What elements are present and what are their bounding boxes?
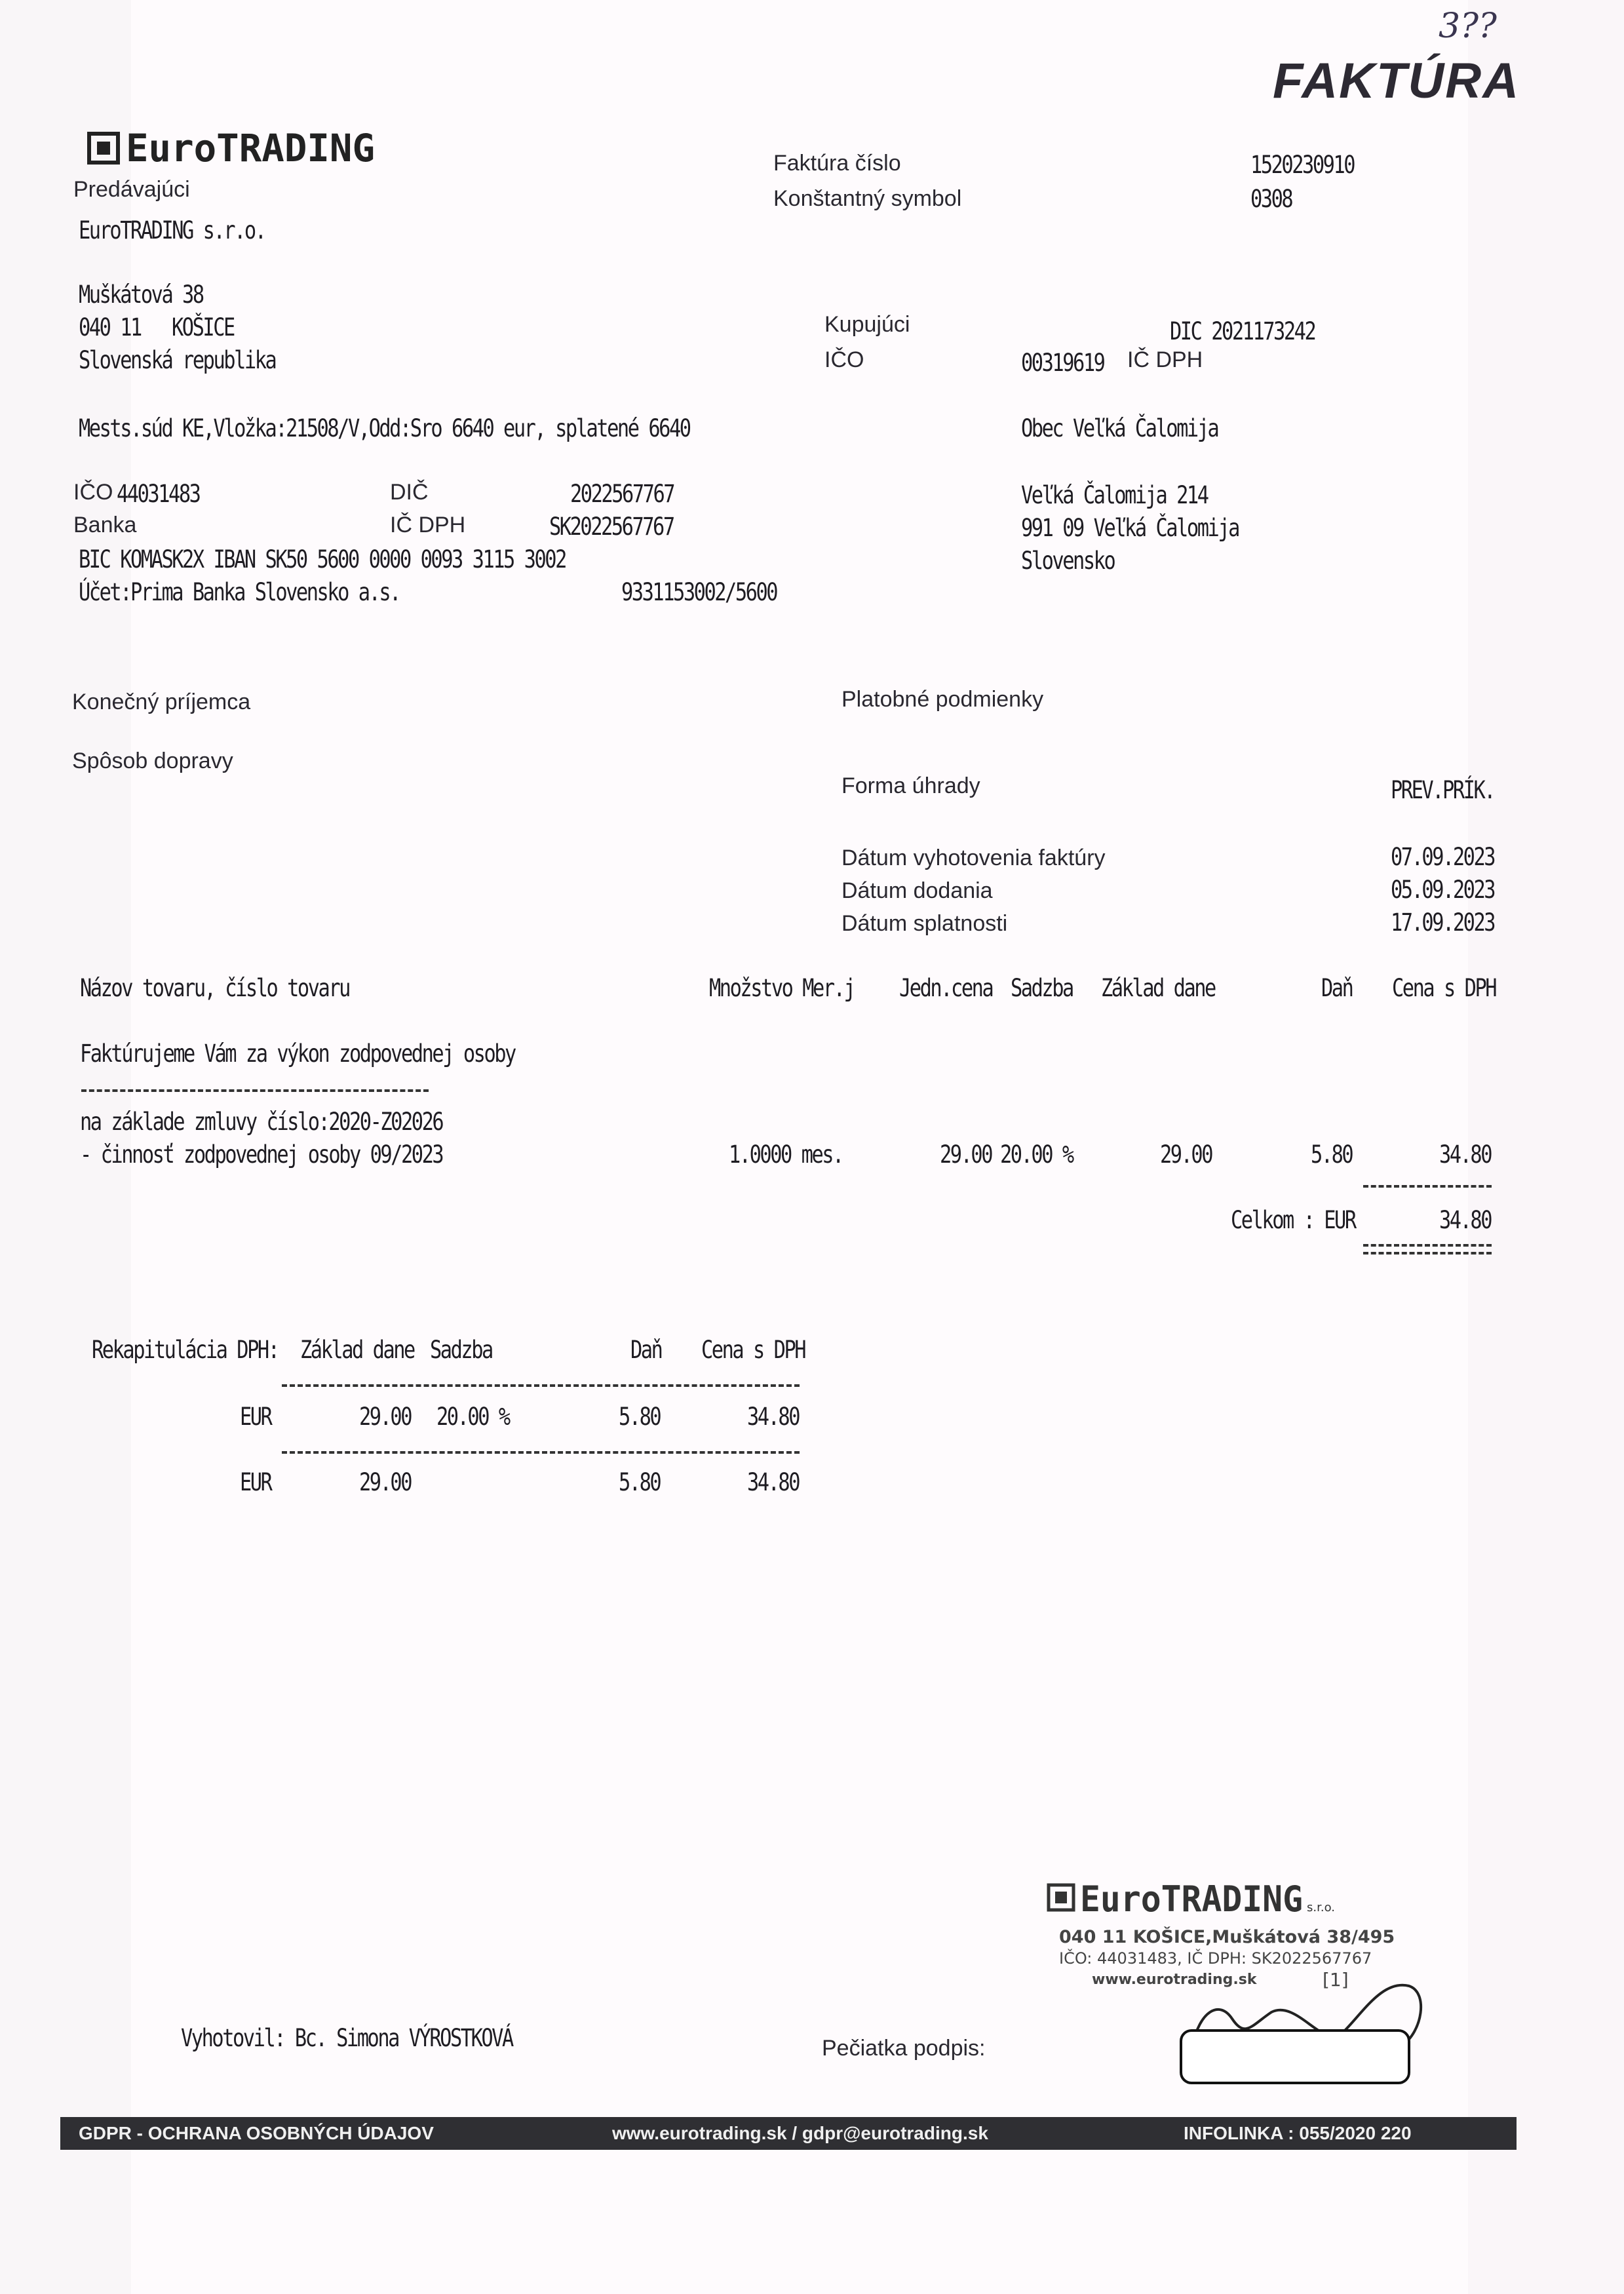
col-header-base: Základ dane — [1101, 974, 1215, 1002]
vat-row-1-total: 34.80 — [747, 1403, 800, 1431]
signature-redaction-box — [1180, 2029, 1410, 2084]
payment-terms-label: Platobné podmienky — [841, 687, 1044, 712]
footer-web: www.eurotrading.sk / gdpr@eurotrading.sk — [612, 2123, 988, 2143]
vat-row-1-rate: 20.00 % — [436, 1403, 509, 1431]
buyer-country: Slovensko — [1021, 547, 1115, 575]
item-total: 34.80 — [1439, 1140, 1492, 1169]
supplier-city: KOŠICE — [172, 313, 234, 341]
constant-symbol: 0308 — [1250, 185, 1292, 213]
total-label: Celkom : EUR — [1231, 1206, 1355, 1234]
invoice-number: 1520230910 — [1250, 151, 1355, 179]
final-recipient-label: Konečný príjemca — [72, 690, 251, 714]
supplier-zip: 040 11 — [79, 313, 141, 341]
supplier-bic-iban: BIC KOMASK2X IBAN SK50 5600 0000 0093 3115 3002 — [79, 545, 566, 574]
vat-row-1-currency: EUR — [240, 1403, 271, 1431]
footer-gdpr: GDPR - OCHRANA OSOBNÝCH ÚDAJOV — [79, 2123, 434, 2143]
item-rate: 20.00 % — [1000, 1140, 1073, 1169]
vat-row-1-tax: 5.80 — [619, 1403, 661, 1431]
vat-row-2-tax: 5.80 — [619, 1468, 661, 1496]
supplier-street: Muškátová 38 — [79, 281, 203, 309]
col-header-unit-price: Jedn.cena — [899, 974, 993, 1002]
supplier-account-number: 9331153002/5600 — [621, 578, 777, 606]
issue-date: 07.09.2023 — [1391, 843, 1495, 871]
buyer-dic: DIC 2021173242 — [1170, 317, 1315, 345]
vat-recap-label: Rekapitulácia DPH: — [92, 1336, 279, 1364]
item-unit-price: 29.00 — [940, 1140, 992, 1169]
stamp-logo-suffix: s.r.o. — [1307, 1901, 1335, 1915]
supplier-dic-label: DIČ — [390, 480, 429, 505]
supplier-label: Predávajúci — [73, 177, 190, 202]
vat-row-2-base: 29.00 — [359, 1468, 412, 1496]
supplier-name: EuroTRADING s.r.o. — [79, 216, 265, 244]
transport-label: Spôsob dopravy — [72, 748, 233, 773]
company-logo — [85, 125, 387, 170]
vat-recap-separator-1 — [282, 1384, 800, 1387]
supplier-ico-label: IČO — [73, 480, 113, 505]
supplier-bank-label: Banka — [73, 513, 137, 537]
item-text-line3: - činnosť zodpovednej osoby 09/2023 — [80, 1140, 443, 1169]
supplier-icdph-label: IČ DPH — [390, 513, 466, 537]
supplier-icdph: SK2022567767 — [549, 513, 674, 541]
item-text-line2: na základe zmluvy číslo:2020-Z02026 — [80, 1108, 443, 1136]
vat-recap-header-rate: Sadzba — [430, 1336, 492, 1364]
vat-recap-header-tax: Daň — [630, 1336, 662, 1364]
issued-by: Vyhotovil: Bc. Simona VÝROSTKOVÁ — [181, 2024, 512, 2052]
vat-row-1-base: 29.00 — [359, 1403, 412, 1431]
stamp-logo-text: EuroTRADING — [1080, 1878, 1303, 1920]
issue-date-label: Dátum vyhotovenia faktúry — [841, 846, 1106, 870]
buyer-ico-label: IČO — [824, 347, 864, 372]
total-separator — [1363, 1185, 1492, 1188]
footer-infoline: INFOLINKA : 055/2020 220 — [1184, 2123, 1412, 2143]
payment-form-label: Forma úhrady — [841, 773, 980, 798]
stamp-address: 040 11 KOŠICE,Muškátová 38/495 — [1059, 1927, 1395, 1947]
buyer-icdph-label: IČ DPH — [1127, 347, 1203, 372]
payment-form: PREV.PRÍK. — [1391, 776, 1495, 804]
vat-row-2-currency: EUR — [240, 1468, 271, 1496]
scan-shadow-right — [1468, 0, 1624, 2294]
item-base: 29.00 — [1160, 1140, 1212, 1169]
logo-mark-icon — [85, 125, 387, 170]
logo-text: EuroTRADING — [126, 126, 375, 170]
supplier-country: Slovenská republika — [79, 346, 276, 374]
total-value: 34.80 — [1439, 1206, 1492, 1234]
col-header-qty: Množstvo Mer.j — [709, 974, 855, 1002]
supplier-ico: 44031483 — [117, 480, 200, 508]
constant-symbol-label: Konštantný symbol — [773, 186, 962, 211]
total-double-line-top — [1363, 1244, 1492, 1247]
buyer-city: 991 09 Veľká Čalomija — [1021, 514, 1239, 542]
supplier-dic: 2022567767 — [570, 480, 674, 508]
item-qty: 1.0000 mes. — [729, 1140, 843, 1169]
signature-label: Pečiatka podpis: — [822, 2036, 986, 2061]
supplier-register: Mests.súd KE,Vložka:21508/V,Odd:Sro 6640 eur, splatené 6640 — [79, 414, 690, 442]
stamp-mark: [1] — [1323, 1969, 1349, 1991]
vat-recap-header-total: Cena s DPH — [701, 1336, 805, 1364]
col-header-rate: Sadzba — [1011, 974, 1073, 1002]
stamp-ids: IČO: 44031483, IČ DPH: SK2022567767 — [1059, 1949, 1372, 1968]
total-double-line-bottom — [1363, 1252, 1492, 1254]
handwritten-page-number: 3?? — [1439, 7, 1497, 46]
buyer-name: Obec Veľká Čalomija — [1021, 414, 1218, 442]
due-date: 17.09.2023 — [1391, 908, 1495, 937]
col-header-total: Cena s DPH — [1392, 974, 1496, 1002]
due-date-label: Dátum splatnosti — [841, 911, 1008, 936]
supplier-account: Účet:Prima Banka Slovensko a.s. — [79, 578, 400, 606]
vat-row-2-total: 34.80 — [747, 1468, 800, 1496]
vat-recap-header-base: Základ dane — [300, 1336, 414, 1364]
stamp-logo-icon — [1046, 1876, 1347, 1922]
item-separator — [81, 1089, 429, 1092]
item-tax: 5.80 — [1311, 1140, 1353, 1169]
stamp-web: www.eurotrading.sk — [1092, 1972, 1257, 1988]
delivery-date: 05.09.2023 — [1391, 876, 1495, 904]
col-header-name: Názov tovaru, číslo tovaru — [80, 974, 349, 1002]
buyer-label: Kupujúci — [824, 312, 910, 337]
col-header-tax: Daň — [1321, 974, 1353, 1002]
footer-bar — [60, 2117, 1517, 2150]
buyer-ico: 00319619 — [1021, 349, 1104, 377]
delivery-date-label: Dátum dodania — [841, 878, 993, 903]
vat-recap-separator-2 — [282, 1451, 800, 1454]
buyer-street: Veľká Čalomija 214 — [1021, 481, 1208, 509]
document-title: FAKTÚRA — [1273, 53, 1520, 109]
item-text-line1: Faktúrujeme Vám za výkon zodpovednej osoby — [80, 1040, 515, 1068]
invoice-number-label: Faktúra číslo — [773, 151, 901, 176]
